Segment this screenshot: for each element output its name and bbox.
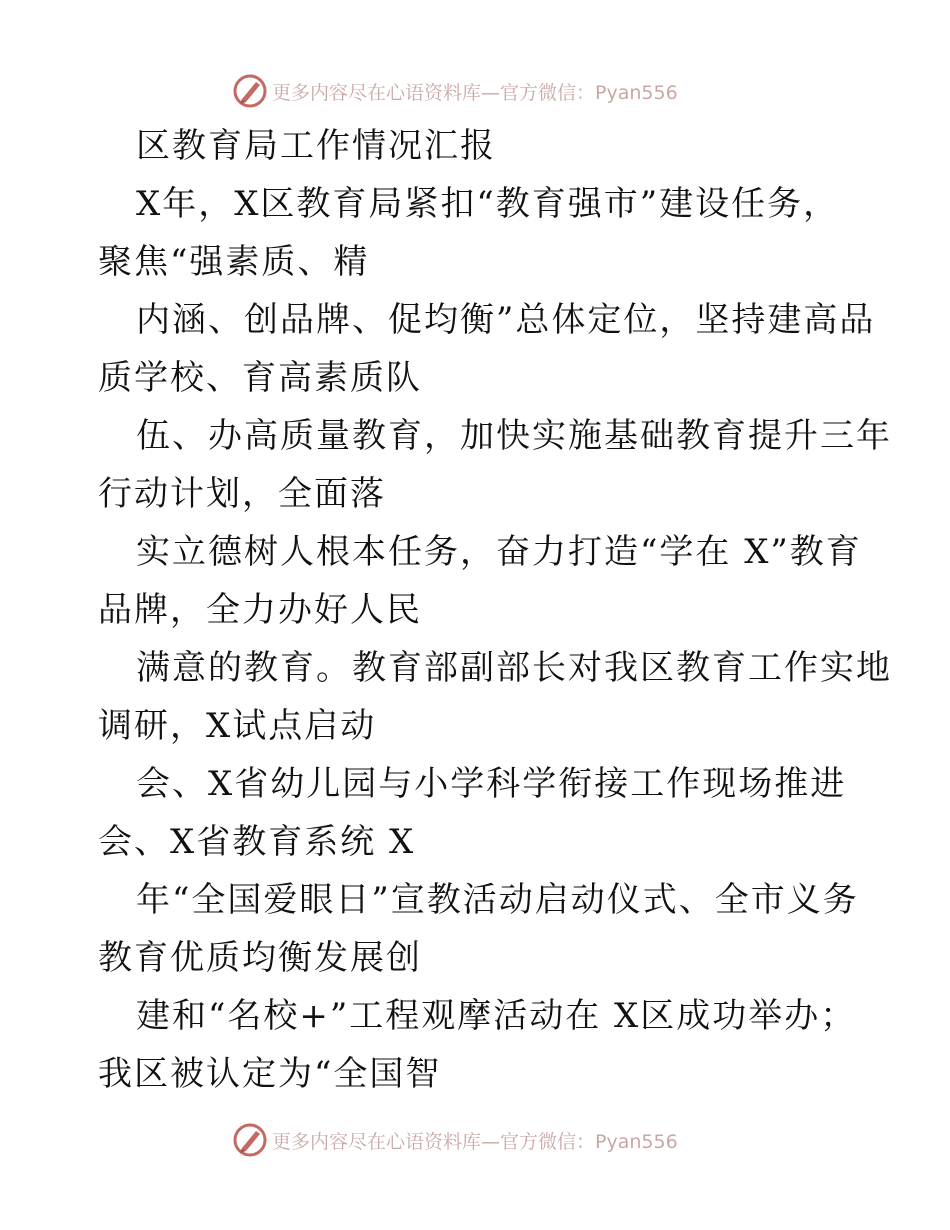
- document-title: 区教育局工作情况汇报: [136, 126, 496, 166]
- pen-circle-logo-icon: [232, 1122, 268, 1158]
- paragraph-line: 年“全国爱眼日”宣教活动启动仪式、全市义务: [136, 880, 859, 920]
- paragraph-line: 建和“名校+”工程观摩活动在 X区成功举办；: [136, 996, 857, 1036]
- paragraph-line: 满意的教育。教育部副部长对我区教育工作实地: [136, 648, 892, 688]
- paragraph-line: 实立德树人根本任务，奋力打造“学在 X”教育: [136, 532, 862, 572]
- paragraph-line: 品牌，全力办好人民: [98, 590, 422, 630]
- paragraph-line: 会、X省幼儿园与小学科学衔接工作现场推进: [136, 764, 847, 804]
- footer-watermark: [232, 1120, 678, 1160]
- paragraph-line: 行动计划，全面落: [98, 474, 386, 514]
- paragraph-line: 教育优质均衡发展创: [98, 938, 422, 978]
- paragraph-line: 会、X省教育系统 X: [98, 822, 416, 862]
- paragraph-line: 内涵、创品牌、促均衡”总体定位，坚持建高品: [136, 300, 876, 340]
- paragraph-line: 调研，X试点启动: [98, 706, 377, 746]
- pen-circle-logo-icon: [232, 73, 268, 109]
- watermark-text: 更多内容尽在心语资料库—官方微信：Pyan556: [272, 81, 678, 104]
- watermark-text: 更多内容尽在心语资料库—官方微信：Pyan556: [272, 1130, 678, 1153]
- paragraph-line: X年，X区教育局紧扣“教育强市”建设任务，: [136, 184, 840, 224]
- header-watermark: [232, 71, 678, 111]
- paragraph-line: 我区被认定为“全国智: [98, 1054, 442, 1094]
- paragraph-line: 伍、办高质量教育，加快实施基础教育提升三年: [136, 416, 892, 456]
- paragraph-line: 聚焦“强素质、精: [98, 242, 370, 282]
- paragraph-line: 质学校、育高素质队: [98, 358, 422, 398]
